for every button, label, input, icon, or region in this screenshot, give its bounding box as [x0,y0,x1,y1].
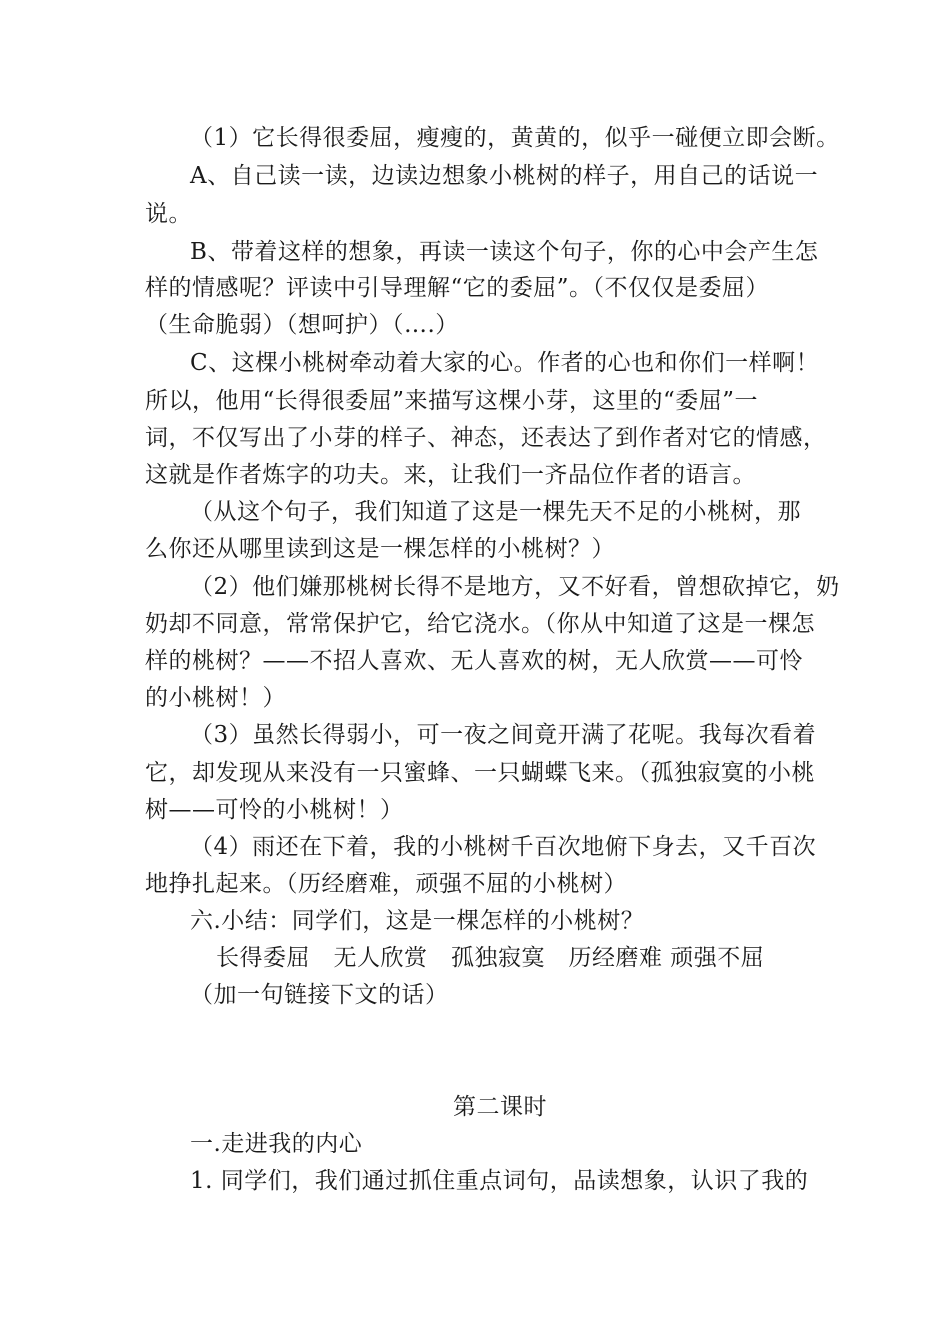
text-line: 六.小结：同学们，这是一棵怎样的小桃树？ [190,908,645,934]
text-line: 它，却发现从来没有一只蜜蜂、一只蝴蝶飞来。（孤独寂寞的小桃 [145,760,815,786]
text-line: （从这个句子，我们知道了这是一棵先天不足的小桃树，那 [190,499,801,525]
text-line: 奶却不同意，常常保护它，给它浇水。（你从中知道了这是一棵怎 [145,611,815,637]
text-line: 树——可怜的小桃树！） [145,797,404,823]
text-line: 样的桃树？——不招人喜欢、无人喜欢的树，无人欣赏——可怜 [145,648,803,674]
text-line: 说。 [145,201,192,227]
text-line: （2）他们嫌那桃树长得不是地方，又不好看，曾想砍掉它，奶 [190,574,840,600]
text-line: 词，不仅写出了小芽的样子、神态，还表达了到作者对它的情感， [145,425,827,451]
text-line: （1）它长得很委屈，瘦瘦的，黄黄的，似乎一碰便立即会断。 [190,125,840,151]
text-line: A、自己读一读，边读边想象小桃树的样子，用自己的话说一 [190,163,819,189]
text-line: （加一句链接下文的话） [190,982,449,1008]
text-line: 么你还从哪里读到这是一棵怎样的小桃树？） [145,536,615,562]
text-line: C、这棵小桃树牵动着大家的心。作者的心也和你们一样啊！ [190,350,820,376]
text-line: 1. 同学们，我们通过抓住重点词句，品读想象，认识了我的 [190,1168,809,1194]
text-line: （3）虽然长得弱小，可一夜之间竟开满了花呢。我每次看着 [190,722,817,748]
text-line: 这就是作者炼字的功夫。来，让我们一齐品位作者的语言。 [145,462,756,488]
text-line: B、带着这样的想象，再读一读这个句子，你的心中会产生怎 [190,239,819,265]
text-line: （生命脆弱）（想呵护）（….） [145,312,459,338]
section-title: 第二课时 [453,1094,547,1120]
summary-keywords: 长得委屈 无人欣赏 孤独寂寞 历经磨难 顽强不屈 [216,945,765,971]
text-line: 的小桃树！） [145,685,286,711]
text-line: 所以，他用“长得很委屈”来描写这棵小芽，这里的“委屈”一 [145,388,759,414]
text-line: （4）雨还在下着，我的小桃树千百次地俯下身去，又千百次 [190,834,817,860]
section-heading: 一.走进我的内心 [190,1131,363,1157]
text-line: 样的情感呢？评读中引导理解“它的委屈”。（不仅仅是委屈） [145,275,770,301]
text-line: 地挣扎起来。（历经磨难，顽强不屈的小桃树） [145,871,627,897]
